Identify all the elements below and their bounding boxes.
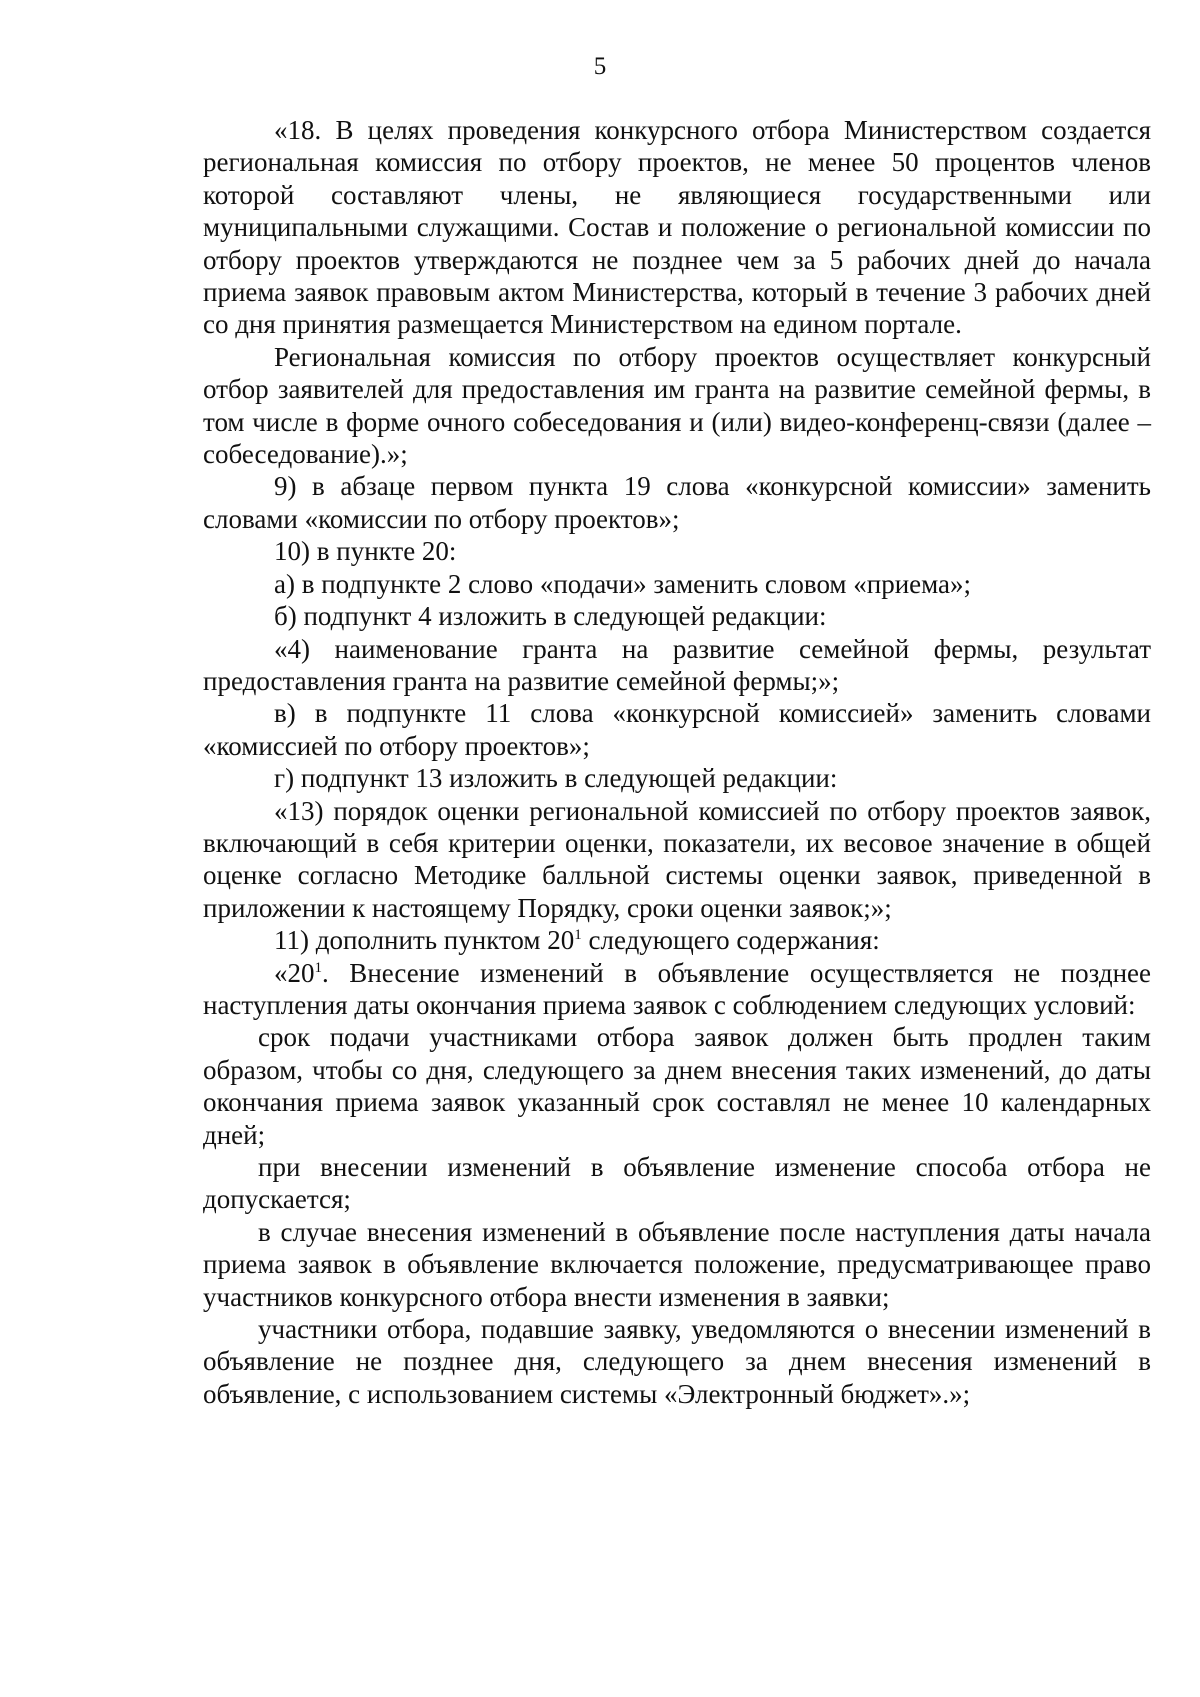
item11-before: 11) дополнить пунктом 20	[274, 925, 575, 956]
paragraph-item-10: 10) в пункте 20:	[274, 536, 457, 567]
paragraph-subitem-v: в) в подпункте 11 слова «конкурсной комиссией» заменить словами «комиссией по отбору проектов»;	[203, 698, 1151, 761]
paragraph-subitem-g: г) подпункт 13 изложить в следующей редакции:	[274, 763, 838, 794]
page-number: 5	[593, 53, 607, 80]
paragraph-20-1	[203, 957, 1151, 1022]
condition-participant-notification: участники отбора, подавшие заявку, уведомляются о внесении изменений в объявление не позднее дня, следующего за днем внесения изменений в объявление, с использованием системы «Электронный бюджет».»;	[203, 1314, 1151, 1409]
paragraph-subitem-b: б) подпункт 4 изложить в следующей редакции:	[274, 601, 827, 632]
condition-method-unchanged: при внесении изменений в объявление изменение способа отбора не допускается;	[203, 1152, 1151, 1215]
paragraph-item-9: 9) в абзаце первом пункта 19 слова «конкурсной комиссии» заменить словами «комиссии по отбору проектов»;	[203, 471, 1151, 534]
paragraph-item-11	[203, 924, 1151, 956]
item20-1-after: . Внесение изменений в объявление осуществляется не позднее наступления даты окончания приема заявок с соблюдением следующих условий:	[203, 957, 1151, 1020]
document-body	[203, 114, 1151, 1410]
paragraph-subitem-13-text: «13) порядок оценки региональной комиссией по отбору проектов заявок, включающий в себя критерии оценки, показатели, их весовое значение в общей оценке согласно Методике балльной системы оценки заявок, приведенной в приложении к настоящему Порядку, сроки оценки заявок;»;	[203, 795, 1151, 923]
item20-1-before: «20	[274, 957, 315, 988]
paragraph-subitem-4-text: «4) наименование гранта на развитие семейной фермы, результат предоставления гранта на развитие семейной фермы;»;	[203, 633, 1151, 696]
paragraph-commission-role: Региональная комиссия по отбору проектов осуществляет конкурсный отбор заявителей для предоставления им гранта на развитие семейной фермы, в том числе в форме очного собеседования и (или) видео-конференц-связи (далее – собеседование).»;	[203, 341, 1151, 470]
item20-1-superscript: 1	[314, 959, 322, 976]
condition-deadline-extension: срок подачи участниками отбора заявок должен быть продлен таким образом, чтобы со дня, следующего за днем внесения таких изменений, до даты окончания приема заявок указанный срок составлял не менее 10 календарных дней;	[203, 1022, 1151, 1150]
condition-application-changes: в случае внесения изменений в объявление после наступления даты начала приема заявок в объявление включается положение, предусматривающее право участников конкурсного отбора внести изменения в заявки;	[203, 1216, 1151, 1312]
item11-after: следующего содержания:	[581, 925, 880, 956]
item11-superscript: 1	[574, 927, 582, 944]
paragraph-subitem-a: а) в подпункте 2 слово «подачи» заменить словом «приема»;	[274, 568, 972, 599]
paragraph-18: «18. В целях проведения конкурсного отбора Министерством создается региональная комиссия по отбору проектов, не менее 50 процентов членов которой составляют члены, не являющиеся государственными или муниципальными служащими. Состав и положение о региональной комиссии по отбору проектов утверждаются не позднее чем за 5 рабочих дней до начала приема заявок правовым актом Министерства, который в течение 3 рабочих дней со дня принятия размещается Министерством на едином портале.	[203, 115, 1151, 340]
